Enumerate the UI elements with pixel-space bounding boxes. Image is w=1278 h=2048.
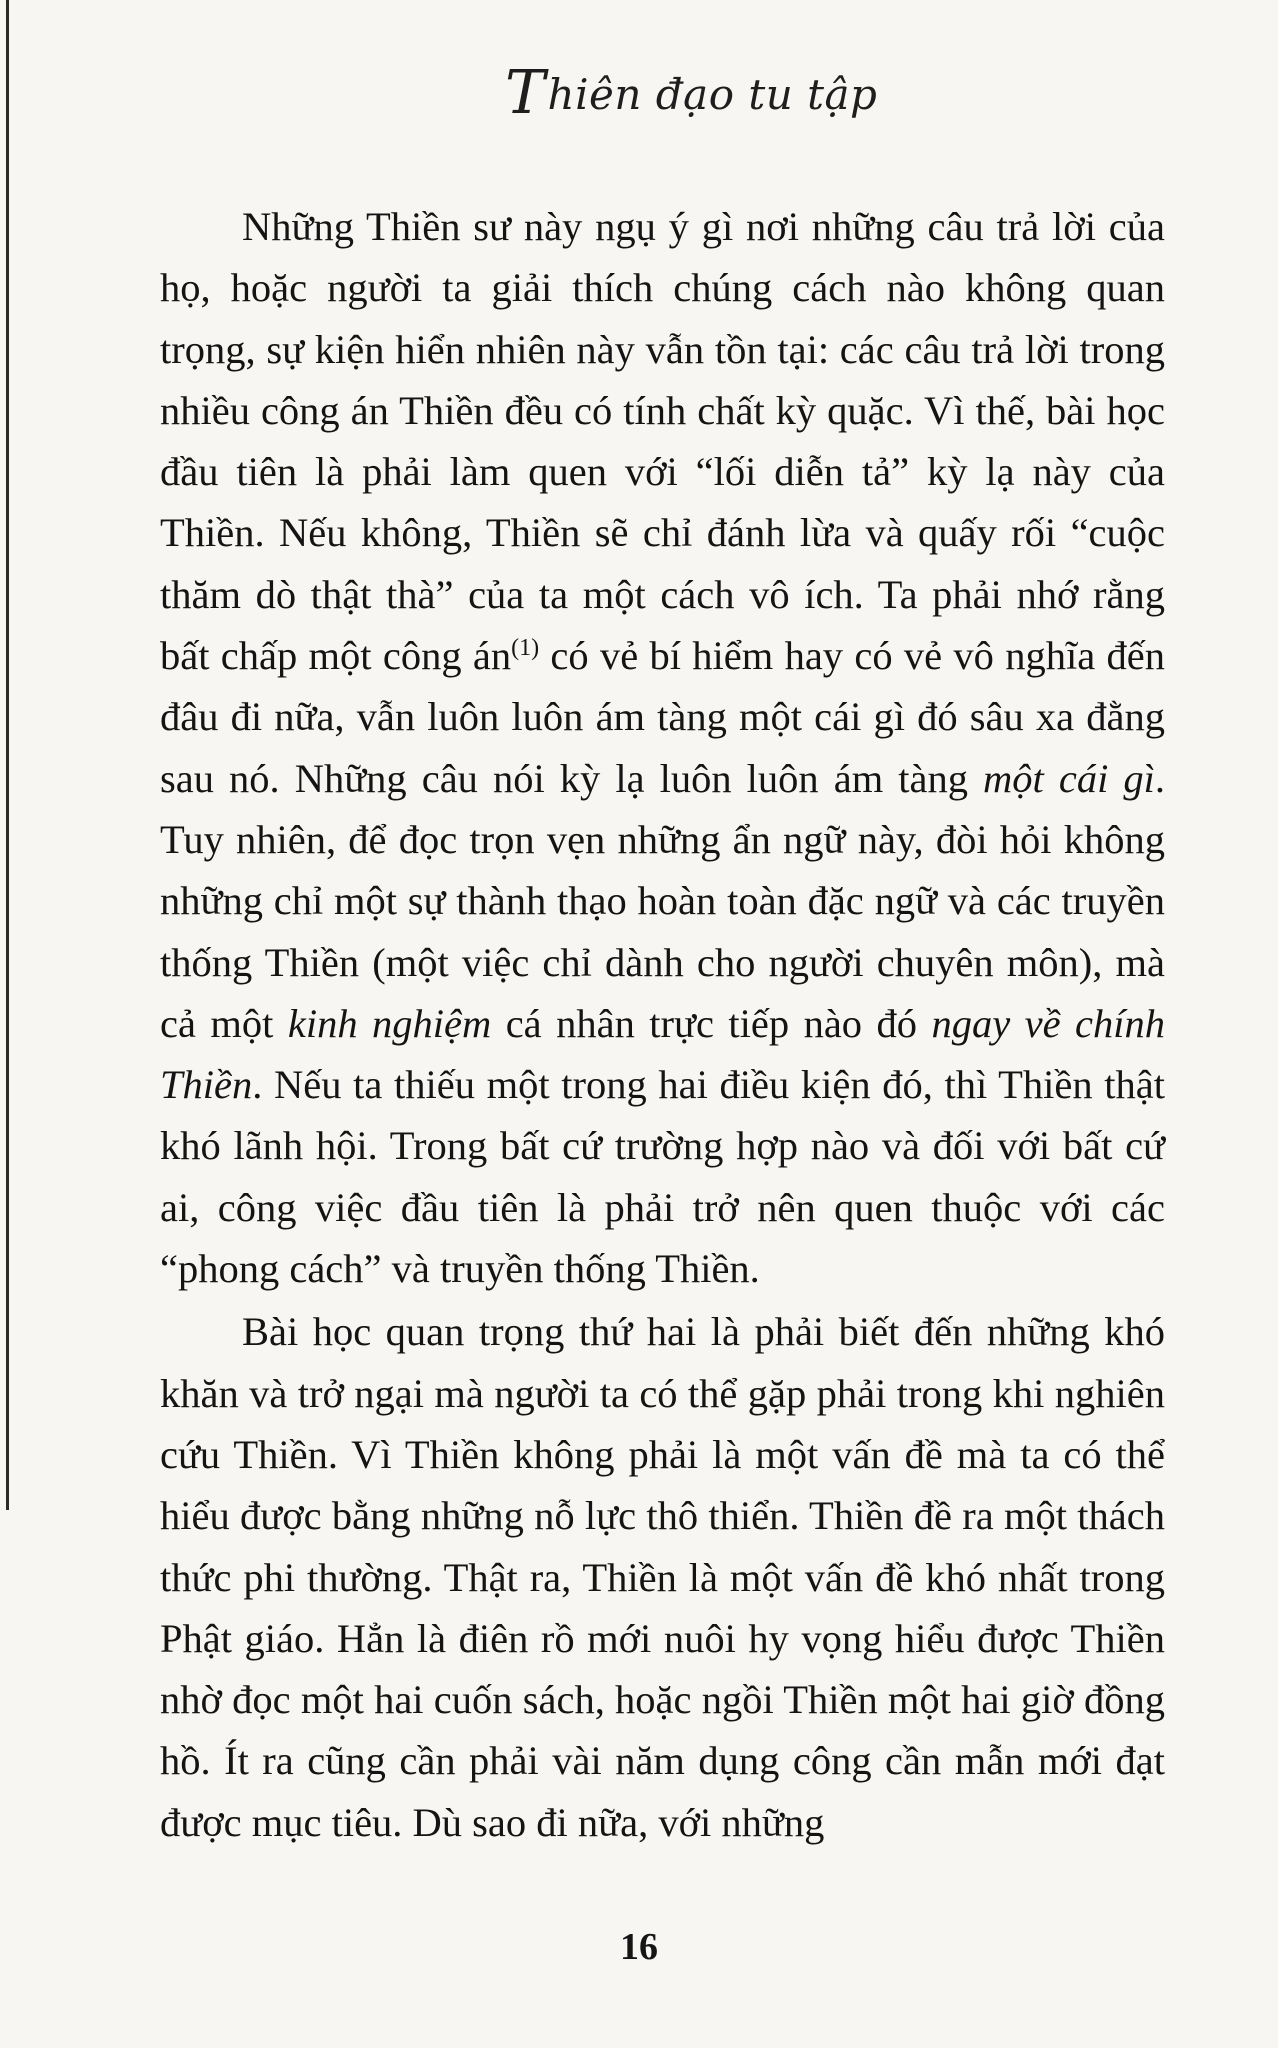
- paragraph: [160, 196, 1165, 1299]
- text-run: Những Thiền sư này ngụ ý gì nơi những câu trả lời của họ, hoặc người ta giải thích chúng cách nào không quan trọng, sự kiện hiển nhiên này vẫn tồn tại: các câu trả lời trong nhiều công án Thiền đều có tính chất kỳ quặc. Vì thế, bài học đầu tiên là phải làm quen với “lối diễn tả” kỳ lạ này của Thiền. Nếu không, Thiền sẽ chỉ đánh lừa và quấy rối “cuộc thăm dò thật thà” của ta một cách vô ích. Ta phải nhớ rằng bất chấp một công án: [160, 204, 1165, 679]
- italic-emphasis: ngay về chính Thiền: [160, 1000, 1165, 1108]
- page-number: 16: [620, 1926, 658, 1968]
- text-run: có vẻ bí hiểm hay có vẻ vô nghĩa đến đâu đi nữa, vẫn luôn luôn ám tàng một cái gì đó sâu xa đằng sau nó. Những câu nói kỳ lạ luôn luôn ám tàng: [160, 633, 1165, 801]
- italic-emphasis: một cái gì: [983, 755, 1155, 801]
- paragraph: [160, 1301, 1165, 1853]
- text-run: . Nếu ta thiếu một trong hai điều kiện đó, thì Thiền thật khó lãnh hội. Trong bất cứ trường hợp nào và đối với bất cứ ai, công việc đầu tiên là phải trở nên quen thuộc với các “phong cách” và truyền thống Thiền.: [160, 1062, 1165, 1292]
- running-header-initial: T: [505, 58, 546, 128]
- body-text: [160, 196, 1165, 1853]
- text-run: Bài học quan trọng thứ hai là phải biết đến những khó khăn và trở ngại mà người ta có thể gặp phải trong khi nghiên cứu Thiền. Vì Thiền không phải là một vấn đề mà ta có thể hiểu được bằng những nỗ lực thô thiển. Thiền đề ra một thách thức phi thường. Thật ra, Thiền là một vấn đề khó nhất trong Phật giáo. Hẳn là điên rồ mới nuôi hy vọng hiểu được Thiền nhờ đọc một hai cuốn sách, hoặc ngồi Thiền một hai giờ đồng hồ. Ít ra cũng cần phải vài năm dụng công cần mẫn mới đạt được mục tiêu. Dù sao đi nữa, với những: [160, 1309, 1165, 1845]
- text-run: . Tuy nhiên, để đọc trọn vẹn những ẩn ngữ này, đòi hỏi không những chỉ một sự thành thạo hoàn toàn đặc ngữ và các truyền thống Thiền (một việc chỉ dành cho người chuyên môn), mà cả một: [160, 755, 1166, 1046]
- page-edge-shadow: [6, 0, 9, 1510]
- running-header: [505, 58, 925, 128]
- italic-emphasis: kinh nghiệm: [287, 1000, 492, 1046]
- running-header-text: hiên đạo tu tập: [547, 70, 878, 119]
- text-run: cá nhân trực tiếp nào đó: [491, 1000, 932, 1046]
- footnote-marker: (1): [511, 635, 540, 662]
